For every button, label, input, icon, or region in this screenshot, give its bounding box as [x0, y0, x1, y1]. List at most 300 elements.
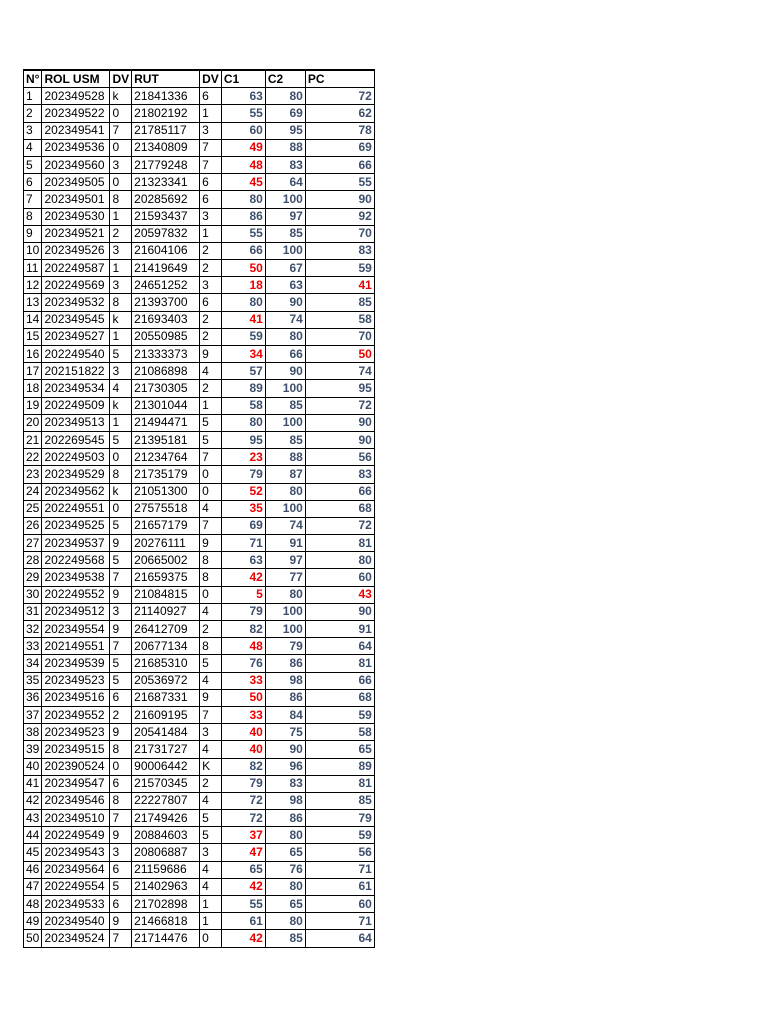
cell-c1: 48	[221, 638, 265, 655]
cell-c1: 79	[221, 466, 265, 483]
cell-c2: 86	[265, 655, 305, 672]
cell-number: 31	[24, 603, 42, 620]
table-row	[24, 277, 375, 294]
cell-rut: 20541484	[132, 724, 200, 741]
cell-c2: 69	[265, 105, 305, 122]
cell-dv-rol: 7	[110, 810, 132, 827]
cell-dv-rol: 7	[110, 569, 132, 586]
table-row	[24, 260, 375, 277]
cell-number: 11	[24, 260, 42, 277]
cell-pc: 72	[305, 88, 374, 105]
cell-pc: 70	[305, 225, 374, 242]
cell-rut: 20884603	[132, 827, 200, 844]
cell-rol-usm: 202249503	[42, 449, 110, 466]
cell-rut: 21234764	[132, 449, 200, 466]
cell-rut: 21333373	[132, 346, 200, 363]
table-row	[24, 689, 375, 706]
table-row	[24, 896, 375, 913]
table-row	[24, 810, 375, 827]
cell-pc: 68	[305, 689, 374, 706]
cell-rut: 21301044	[132, 397, 200, 414]
cell-pc: 90	[305, 431, 374, 448]
cell-number: 3	[24, 122, 42, 139]
cell-dv-rut: 5	[200, 431, 222, 448]
cell-rut: 21466818	[132, 913, 200, 930]
cell-dv-rol: 8	[110, 294, 132, 311]
cell-dv-rut: 6	[200, 191, 222, 208]
table-row	[24, 483, 375, 500]
cell-c1: 86	[221, 208, 265, 225]
cell-pc: 41	[305, 277, 374, 294]
cell-number: 47	[24, 878, 42, 895]
cell-dv-rut: 5	[200, 414, 222, 431]
cell-dv-rol: 6	[110, 861, 132, 878]
cell-rol-usm: 202269545	[42, 431, 110, 448]
cell-c2: 83	[265, 775, 305, 792]
cell-number: 25	[24, 500, 42, 517]
cell-pc: 92	[305, 208, 374, 225]
table-row	[24, 174, 375, 191]
cell-c1: 52	[221, 483, 265, 500]
table-row	[24, 638, 375, 655]
header-rut: RUT	[132, 70, 200, 88]
cell-c1: 89	[221, 380, 265, 397]
table-row	[24, 775, 375, 792]
cell-dv-rol: 3	[110, 363, 132, 380]
cell-rut: 26412709	[132, 621, 200, 638]
cell-rut: 21340809	[132, 139, 200, 156]
table-row	[24, 156, 375, 173]
cell-c1: 33	[221, 672, 265, 689]
cell-rut: 21731727	[132, 741, 200, 758]
cell-rut: 21323341	[132, 174, 200, 191]
cell-dv-rut: 5	[200, 810, 222, 827]
cell-dv-rut: 9	[200, 689, 222, 706]
cell-pc: 55	[305, 174, 374, 191]
cell-rol-usm: 202349505	[42, 174, 110, 191]
cell-pc: 60	[305, 569, 374, 586]
cell-dv-rut: 7	[200, 139, 222, 156]
table-row	[24, 827, 375, 844]
cell-c1: 50	[221, 689, 265, 706]
cell-rut: 21659375	[132, 569, 200, 586]
cell-c2: 80	[265, 913, 305, 930]
cell-c2: 80	[265, 483, 305, 500]
cell-c2: 80	[265, 878, 305, 895]
cell-dv-rol: 3	[110, 603, 132, 620]
cell-pc: 95	[305, 380, 374, 397]
cell-number: 2	[24, 105, 42, 122]
cell-c2: 65	[265, 896, 305, 913]
cell-rut: 20806887	[132, 844, 200, 861]
cell-c2: 66	[265, 346, 305, 363]
cell-dv-rol: k	[110, 397, 132, 414]
cell-c1: 71	[221, 535, 265, 552]
cell-pc: 71	[305, 913, 374, 930]
cell-dv-rol: 2	[110, 225, 132, 242]
table-row	[24, 122, 375, 139]
cell-number: 29	[24, 569, 42, 586]
cell-c2: 64	[265, 174, 305, 191]
cell-dv-rol: 9	[110, 827, 132, 844]
cell-rol-usm: 202249551	[42, 500, 110, 517]
cell-rol-usm: 202349538	[42, 569, 110, 586]
cell-number: 37	[24, 706, 42, 723]
cell-rut: 21687331	[132, 689, 200, 706]
table-row	[24, 346, 375, 363]
cell-rut: 21140927	[132, 603, 200, 620]
cell-dv-rut: 4	[200, 792, 222, 809]
cell-c1: 23	[221, 449, 265, 466]
cell-rol-usm: 202349513	[42, 414, 110, 431]
cell-rut: 21604106	[132, 242, 200, 259]
cell-c1: 33	[221, 706, 265, 723]
cell-rol-usm: 202349521	[42, 225, 110, 242]
cell-c2: 63	[265, 277, 305, 294]
cell-number: 18	[24, 380, 42, 397]
cell-rol-usm: 202349547	[42, 775, 110, 792]
cell-pc: 78	[305, 122, 374, 139]
cell-pc: 59	[305, 827, 374, 844]
cell-pc: 81	[305, 655, 374, 672]
cell-number: 34	[24, 655, 42, 672]
cell-number: 33	[24, 638, 42, 655]
cell-c1: 34	[221, 346, 265, 363]
table-row	[24, 294, 375, 311]
table-row	[24, 655, 375, 672]
cell-dv-rol: 8	[110, 741, 132, 758]
cell-dv-rol: 5	[110, 655, 132, 672]
table-row	[24, 706, 375, 723]
cell-dv-rut: K	[200, 758, 222, 775]
cell-dv-rut: 3	[200, 277, 222, 294]
table-row	[24, 517, 375, 534]
cell-pc: 79	[305, 810, 374, 827]
cell-number: 22	[24, 449, 42, 466]
cell-c1: 80	[221, 191, 265, 208]
cell-rol-usm: 202349562	[42, 483, 110, 500]
cell-pc: 85	[305, 294, 374, 311]
cell-rut: 21593437	[132, 208, 200, 225]
cell-number: 21	[24, 431, 42, 448]
cell-pc: 71	[305, 861, 374, 878]
cell-dv-rol: 5	[110, 672, 132, 689]
table-row	[24, 380, 375, 397]
cell-number: 50	[24, 930, 42, 947]
cell-dv-rut: 0	[200, 466, 222, 483]
cell-rol-usm: 202349552	[42, 706, 110, 723]
cell-dv-rut: 3	[200, 724, 222, 741]
cell-rol-usm: 202349529	[42, 466, 110, 483]
cell-number: 44	[24, 827, 42, 844]
cell-pc: 91	[305, 621, 374, 638]
cell-pc: 72	[305, 517, 374, 534]
cell-number: 43	[24, 810, 42, 827]
cell-rut: 21393700	[132, 294, 200, 311]
table-row	[24, 500, 375, 517]
cell-rol-usm: 202390524	[42, 758, 110, 775]
header-dv-rol: DV	[110, 70, 132, 88]
cell-rol-usm: 202249552	[42, 586, 110, 603]
cell-dv-rol: 3	[110, 156, 132, 173]
cell-dv-rol: 0	[110, 500, 132, 517]
cell-dv-rol: 6	[110, 689, 132, 706]
cell-c2: 80	[265, 827, 305, 844]
cell-rut: 21693403	[132, 311, 200, 328]
header-row	[24, 70, 375, 88]
cell-pc: 56	[305, 844, 374, 861]
cell-dv-rut: 7	[200, 517, 222, 534]
cell-c2: 80	[265, 328, 305, 345]
cell-rut: 21714476	[132, 930, 200, 947]
cell-dv-rol: 5	[110, 431, 132, 448]
table-row	[24, 449, 375, 466]
cell-rol-usm: 202349543	[42, 844, 110, 861]
cell-dv-rol: 9	[110, 535, 132, 552]
cell-dv-rol: 1	[110, 208, 132, 225]
cell-dv-rut: 3	[200, 844, 222, 861]
cell-dv-rut: 2	[200, 775, 222, 792]
cell-pc: 58	[305, 311, 374, 328]
cell-c2: 100	[265, 380, 305, 397]
cell-dv-rol: 1	[110, 260, 132, 277]
cell-number: 6	[24, 174, 42, 191]
cell-c1: 42	[221, 878, 265, 895]
cell-number: 12	[24, 277, 42, 294]
cell-number: 32	[24, 621, 42, 638]
cell-rut: 21402963	[132, 878, 200, 895]
cell-c1: 95	[221, 431, 265, 448]
cell-c2: 100	[265, 191, 305, 208]
cell-pc: 81	[305, 775, 374, 792]
cell-c1: 63	[221, 552, 265, 569]
cell-rut: 27575518	[132, 500, 200, 517]
table-row	[24, 225, 375, 242]
cell-rut: 21657179	[132, 517, 200, 534]
cell-rol-usm: 202349532	[42, 294, 110, 311]
cell-dv-rut: 2	[200, 380, 222, 397]
cell-c1: 55	[221, 896, 265, 913]
cell-number: 49	[24, 913, 42, 930]
cell-pc: 81	[305, 535, 374, 552]
cell-dv-rut: 0	[200, 586, 222, 603]
cell-dv-rol: 3	[110, 277, 132, 294]
cell-c1: 41	[221, 311, 265, 328]
cell-dv-rol: k	[110, 311, 132, 328]
cell-pc: 61	[305, 878, 374, 895]
cell-rol-usm: 202349526	[42, 242, 110, 259]
header-pc: PC	[305, 70, 374, 88]
cell-c1: 57	[221, 363, 265, 380]
cell-rut: 21802192	[132, 105, 200, 122]
cell-dv-rut: 2	[200, 621, 222, 638]
cell-c1: 55	[221, 105, 265, 122]
cell-number: 5	[24, 156, 42, 173]
cell-number: 27	[24, 535, 42, 552]
cell-rol-usm: 202349546	[42, 792, 110, 809]
cell-number: 45	[24, 844, 42, 861]
cell-dv-rol: 6	[110, 896, 132, 913]
cell-number: 39	[24, 741, 42, 758]
table-row	[24, 758, 375, 775]
cell-dv-rut: 4	[200, 363, 222, 380]
cell-dv-rut: 2	[200, 328, 222, 345]
cell-dv-rol: 5	[110, 552, 132, 569]
cell-c1: 60	[221, 122, 265, 139]
cell-c2: 90	[265, 741, 305, 758]
header-rol-usm: ROL USM	[42, 70, 110, 88]
cell-rut: 21702898	[132, 896, 200, 913]
cell-c1: 48	[221, 156, 265, 173]
cell-rut: 21730305	[132, 380, 200, 397]
table-row	[24, 913, 375, 930]
cell-rut: 21051300	[132, 483, 200, 500]
cell-dv-rol: 1	[110, 414, 132, 431]
cell-c1: 61	[221, 913, 265, 930]
cell-c2: 80	[265, 586, 305, 603]
cell-number: 48	[24, 896, 42, 913]
cell-pc: 68	[305, 500, 374, 517]
header-number: N°	[24, 70, 42, 88]
cell-c1: 80	[221, 414, 265, 431]
table-row	[24, 311, 375, 328]
grades-table	[23, 69, 375, 948]
cell-rut: 20285692	[132, 191, 200, 208]
header-c1: C1	[221, 70, 265, 88]
cell-pc: 66	[305, 483, 374, 500]
cell-rol-usm: 202249509	[42, 397, 110, 414]
cell-rol-usm: 202349522	[42, 105, 110, 122]
cell-c1: 59	[221, 328, 265, 345]
cell-c1: 18	[221, 277, 265, 294]
cell-c1: 42	[221, 930, 265, 947]
cell-c1: 63	[221, 88, 265, 105]
table-row	[24, 741, 375, 758]
cell-rol-usm: 202349523	[42, 672, 110, 689]
cell-dv-rut: 3	[200, 208, 222, 225]
cell-dv-rol: 3	[110, 242, 132, 259]
cell-pc: 90	[305, 414, 374, 431]
cell-c1: 5	[221, 586, 265, 603]
cell-c2: 100	[265, 242, 305, 259]
cell-pc: 85	[305, 792, 374, 809]
cell-number: 41	[24, 775, 42, 792]
table-row	[24, 603, 375, 620]
cell-rut: 21841336	[132, 88, 200, 105]
cell-number: 36	[24, 689, 42, 706]
table-row	[24, 535, 375, 552]
cell-c2: 100	[265, 621, 305, 638]
cell-dv-rut: 2	[200, 242, 222, 259]
cell-rut: 20550985	[132, 328, 200, 345]
cell-dv-rut: 7	[200, 156, 222, 173]
cell-dv-rut: 2	[200, 311, 222, 328]
cell-number: 28	[24, 552, 42, 569]
cell-dv-rut: 8	[200, 552, 222, 569]
cell-c1: 40	[221, 741, 265, 758]
table-row	[24, 552, 375, 569]
cell-rol-usm: 202349530	[42, 208, 110, 225]
cell-rol-usm: 202349541	[42, 122, 110, 139]
cell-rut: 20597832	[132, 225, 200, 242]
cell-c2: 97	[265, 552, 305, 569]
cell-number: 20	[24, 414, 42, 431]
cell-dv-rut: 6	[200, 174, 222, 191]
cell-dv-rut: 7	[200, 449, 222, 466]
cell-pc: 66	[305, 156, 374, 173]
cell-dv-rut: 6	[200, 294, 222, 311]
cell-pc: 60	[305, 896, 374, 913]
cell-rol-usm: 202349536	[42, 139, 110, 156]
cell-dv-rut: 6	[200, 88, 222, 105]
cell-rut: 20665002	[132, 552, 200, 569]
cell-c1: 37	[221, 827, 265, 844]
cell-rut: 21086898	[132, 363, 200, 380]
cell-pc: 64	[305, 638, 374, 655]
cell-dv-rol: 9	[110, 913, 132, 930]
cell-dv-rol: 3	[110, 844, 132, 861]
table-row	[24, 88, 375, 105]
cell-c2: 90	[265, 294, 305, 311]
cell-rol-usm: 202349516	[42, 689, 110, 706]
cell-pc: 83	[305, 466, 374, 483]
cell-rol-usm: 202349545	[42, 311, 110, 328]
cell-pc: 72	[305, 397, 374, 414]
cell-rol-usm: 202349501	[42, 191, 110, 208]
cell-c1: 65	[221, 861, 265, 878]
cell-dv-rol: 4	[110, 380, 132, 397]
cell-c1: 47	[221, 844, 265, 861]
cell-pc: 64	[305, 930, 374, 947]
cell-dv-rut: 1	[200, 225, 222, 242]
cell-c2: 88	[265, 139, 305, 156]
cell-c2: 67	[265, 260, 305, 277]
cell-pc: 70	[305, 328, 374, 345]
cell-rol-usm: 202349510	[42, 810, 110, 827]
cell-rol-usm: 202349540	[42, 913, 110, 930]
cell-pc: 59	[305, 260, 374, 277]
cell-number: 17	[24, 363, 42, 380]
cell-dv-rut: 4	[200, 603, 222, 620]
cell-rol-usm: 202349554	[42, 621, 110, 638]
cell-pc: 65	[305, 741, 374, 758]
cell-c2: 88	[265, 449, 305, 466]
table-row	[24, 105, 375, 122]
cell-c2: 100	[265, 414, 305, 431]
cell-dv-rol: 0	[110, 174, 132, 191]
table-header	[24, 70, 375, 88]
table-row	[24, 139, 375, 156]
table-row	[24, 431, 375, 448]
cell-c1: 72	[221, 810, 265, 827]
cell-rol-usm: 202349527	[42, 328, 110, 345]
cell-c1: 58	[221, 397, 265, 414]
cell-c2: 85	[265, 431, 305, 448]
cell-pc: 58	[305, 724, 374, 741]
cell-pc: 69	[305, 139, 374, 156]
cell-dv-rut: 4	[200, 500, 222, 517]
cell-c1: 50	[221, 260, 265, 277]
cell-dv-rol: 2	[110, 706, 132, 723]
table-row	[24, 397, 375, 414]
cell-number: 15	[24, 328, 42, 345]
cell-rol-usm: 202249554	[42, 878, 110, 895]
cell-rut: 21785117	[132, 122, 200, 139]
cell-number: 24	[24, 483, 42, 500]
cell-c2: 98	[265, 672, 305, 689]
cell-c2: 87	[265, 466, 305, 483]
cell-dv-rol: 7	[110, 930, 132, 947]
